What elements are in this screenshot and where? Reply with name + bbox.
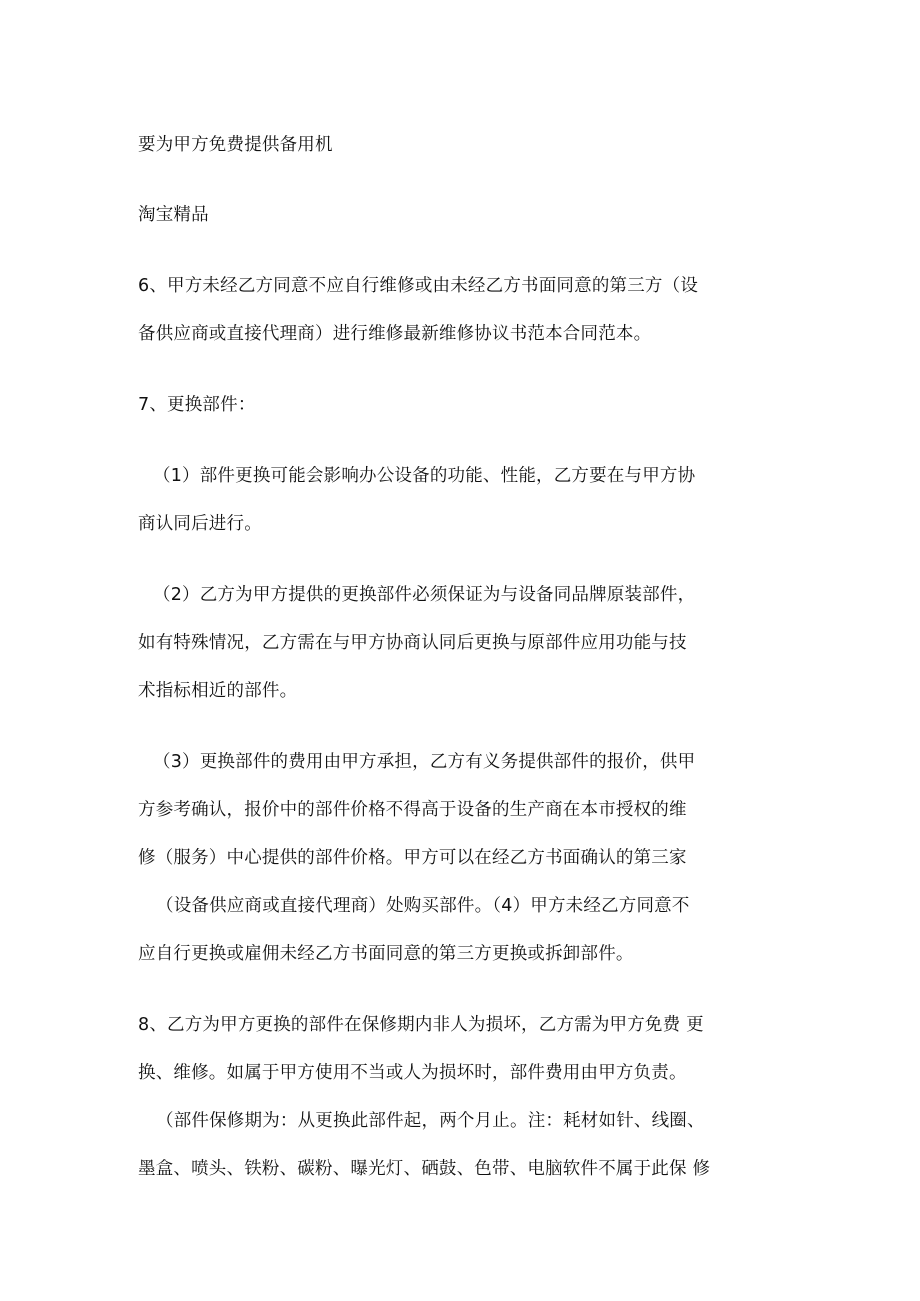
text-line: 8、乙方为甲方更换的部件在保修期内非人为损坏，乙方需为甲方免费 更 <box>138 1015 704 1035</box>
text-line: 7、更换部件： <box>138 395 256 415</box>
text-line: 如有特殊情况，乙方需在与甲方协商认同后更换与原部件应用功能与技 <box>138 633 687 653</box>
text-line: （部件保修期为：从更换此部件起，两个月止。注：耗材如针、线圈、 <box>156 1111 705 1131</box>
text-line: 淘宝精品 <box>138 205 209 225</box>
text-line: （3）更换部件的费用由甲方承担，乙方有义务提供部件的报价，供甲 <box>153 752 696 772</box>
text-line: 要为甲方免费提供备用机 <box>138 135 333 155</box>
text-line: （设备供应商或直接代理商）处购买部件。（4）甲方未经乙方同意不 <box>156 896 690 916</box>
text-line: 商认同后进行。 <box>138 514 262 534</box>
text-line: 墨盒、喷头、铁粉、碳粉、曝光灯、硒鼓、色带、电脑软件不属于此保 修 <box>138 1159 711 1179</box>
text-line: 备供应商或直接代理商）进行维修最新维修协议书范本合同范本。 <box>138 324 652 344</box>
text-line: 修（服务）中心提供的部件价格。甲方可以在经乙方书面确认的第三家 <box>138 848 687 868</box>
text-line: 术指标相近的部件。 <box>138 681 298 701</box>
text-line: （2）乙方为甲方提供的更换部件必须保证为与设备同品牌原装部件， <box>153 585 696 605</box>
text-line: 6、甲方未经乙方同意不应自行维修或由未经乙方书面同意的第三方（设 <box>138 276 699 296</box>
text-line: 应自行更换或雇佣未经乙方书面同意的第三方更换或拆卸部件。 <box>138 944 634 964</box>
text-line: 换、维修。如属于甲方使用不当或人为损坏时，部件费用由甲方负责。 <box>138 1063 687 1083</box>
text-line: （1）部件更换可能会影响办公设备的功能、性能，乙方要在与甲方协 <box>153 466 696 486</box>
text-line: 方参考确认，报价中的部件价格不得高于设备的生产商在本市授权的维 <box>138 800 687 820</box>
